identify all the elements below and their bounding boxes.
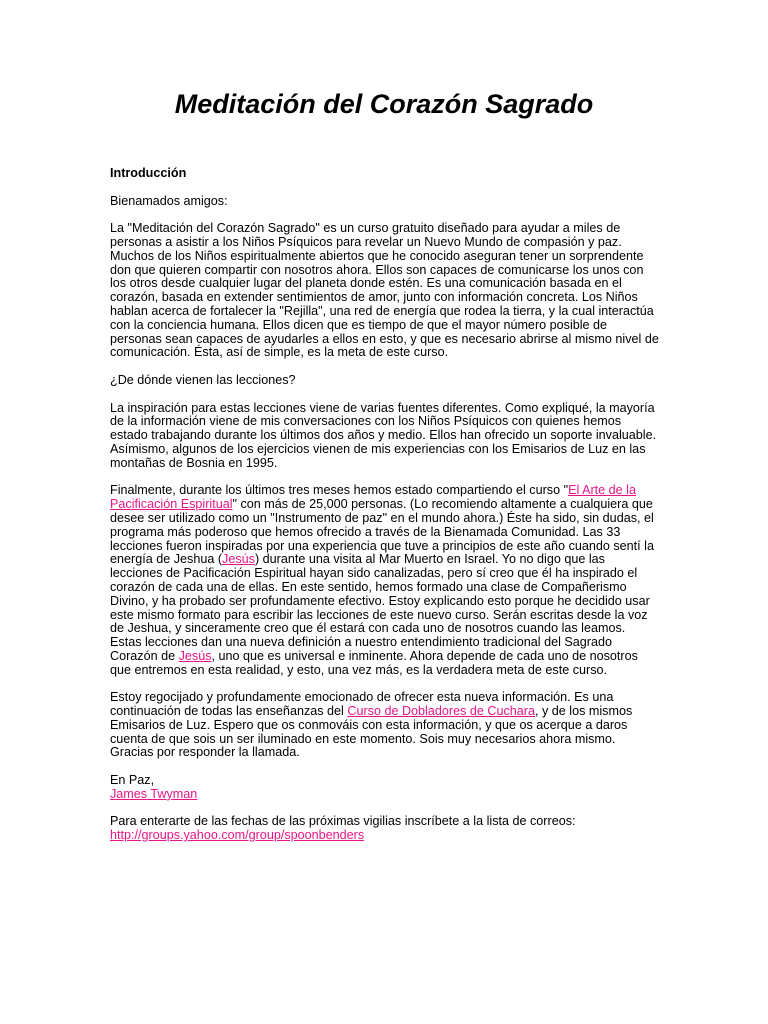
- intro-heading: Introducción: [110, 166, 187, 180]
- text-segment: " con más de 25,000 personas. (Lo recomiendo altamente a cualquiera que desee ser utilizado como un "Instrumento de paz" en el mundo ahora.) Éste ha sido, sin dudas, el programa más poderoso que hemos ofrecido a través de la Bienamada Comunidad. Las 33 lecciones fueron inspiradas por una experiencia que tuve a principios de este año cuando sentí la energía de Jeshua (: [110, 497, 654, 567]
- paragraph-sources: La inspiración para estas lecciones viene de varias fuentes diferentes. Como expliqué, la mayoría de la información viene de mis conversaciones con los Niños Psíquicos con quienes hemos estado trabajando durante los últimos dos años y medio. Ellos han ofrecido un soporte invaluable. Asímismo, algunos de los ejercicios vienen de mis experiencias con los Emisarios de Luz en las montañas de Bosnia en 1995.: [110, 400, 657, 470]
- paragraph-intro: La "Meditación del Corazón Sagrado" es un curso gratuito diseñado para ayudar a miles de personas a asistir a los Niños Psíquicos para revelar un Nuevo Mundo de compasión y paz. Muchos de los Niños espiritualmente abiertos que he conocido aseguran tener un sorprendente don que quieren compartir con nosotros ahora. Ellos son capaces de comunicarse los unos con los otros desde cualquier lugar del planeta donde estén. Es una comunicación basada en el corazón, basada en extender sentimientos de amor, junto con información concreta. Los Niños hablan acerca de fortalecer la "Rejilla", una red de energía que rodea la tierra, y la cual interactúa con la conciencia humana. Ellos dicen que es tiempo de que el mayor número posible de personas sean capaces de ayudarles a ellos en esto, y que es necesario abrirse al mismo nivel de comunicación. Ésta, así de simple, es la meta de este curso.: [110, 221, 659, 360]
- link-author[interactable]: James Twyman: [110, 786, 198, 801]
- link-jesus[interactable]: Jesús: [222, 552, 255, 567]
- text-segment: Finalmente, durante los últimos tres meses hemos estado compartiendo el curso ": [110, 483, 569, 498]
- greeting: Bienamados amigos:: [110, 193, 228, 208]
- text-segment: , uno que es universal e inminente. Ahora depende de cada uno de nosotros que entremos en esta realidad, y esto, una vez más, es la verdadera meta de este curso.: [110, 648, 638, 677]
- document-body: [110, 167, 660, 857]
- paragraph-closing: [110, 691, 660, 760]
- link-arte-pacificacion[interactable]: El Arte de la Pacificación Espiritual: [110, 483, 636, 512]
- link-curso-dobladores[interactable]: Curso de Dobladores de Cuchara: [347, 704, 535, 719]
- mailing-list-note: [110, 815, 660, 843]
- link-mailing-list[interactable]: http://groups.yahoo.com/group/spoonbenders: [110, 828, 365, 843]
- paragraph-finally: [110, 484, 660, 677]
- text-segment: ) durante una visita al Mar Muerto en Israel. Yo no digo que las lecciones de Pacificación Espiritual hayan sido canalizadas, pero sí creo que él ha inspirado el corazón de cada una de ellas. En este sentido, hemos formado una clase de Compañerismo Divino, y ha probado ser profundamente efectivo. Estoy explicando esto porque he decidido usar este mismo formato para escribir las lecciones de este nuevo curso. Serán escritas desde la voz de Jeshua, y sinceramente creo que él estará con cada uno de nosotros cuando las leamos. Estas lecciones dan una nueva definición a nuestro entendimiento tradicional del Sagrado Corazón de: [110, 552, 650, 663]
- link-jesus-2[interactable]: Jesús: [178, 648, 212, 663]
- signoff: En Paz,: [110, 773, 155, 788]
- signature-block: [110, 774, 660, 802]
- text-segment: , y de los mismos Emisarios de Luz. Espero que os conmováis con esta información, y que os acerque a daros cuenta de que sois un ser iluminado en este momento. Sois muy necesarios ahora mismo. Gracias por responder la llamada.: [110, 704, 633, 760]
- mailing-text: Para enterarte de las fechas de las próximas vigilias inscríbete a la lista de correos:: [110, 814, 576, 829]
- question-heading: ¿De dónde vienen las lecciones?: [110, 372, 296, 387]
- page-title: Meditación del Corazón Sagrado: [174, 89, 594, 119]
- text-segment: Estoy regocijado y profundamente emocionado de ofrecer esta nueva información. Es una continuación de todas las enseñanzas del: [110, 690, 614, 719]
